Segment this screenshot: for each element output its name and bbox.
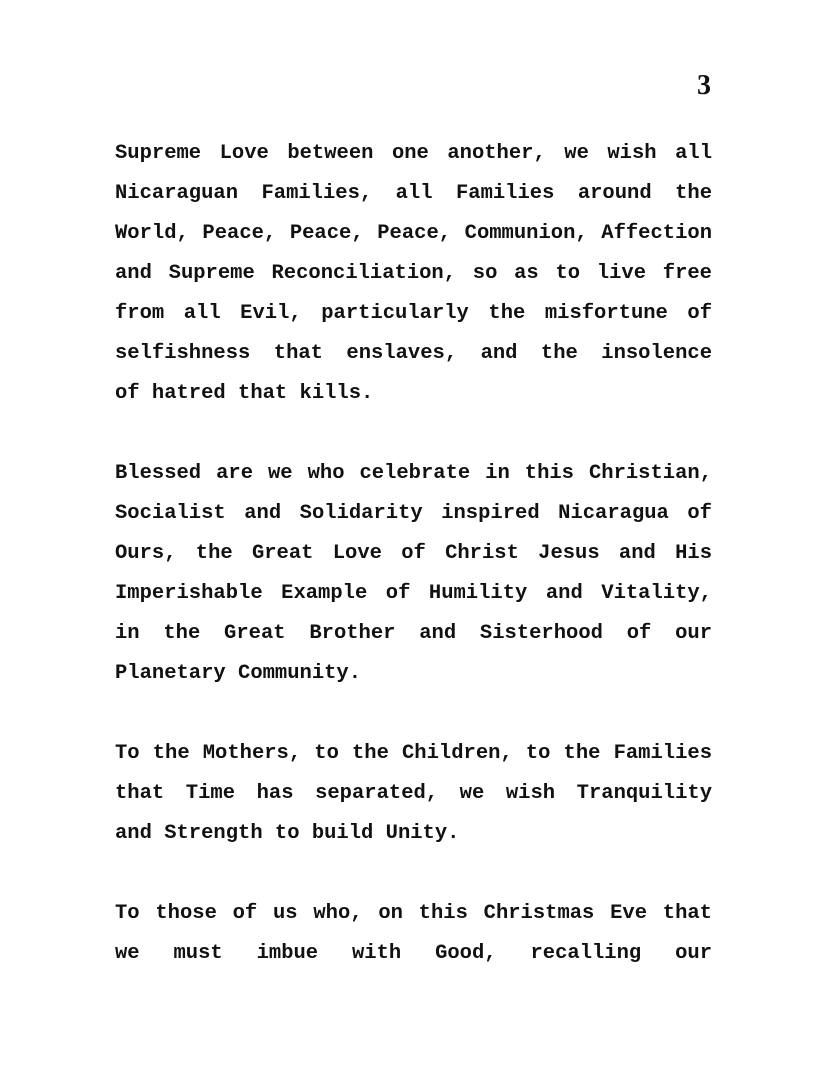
text-line: Blessed are we who celebrate in this Christian, bbox=[115, 462, 712, 485]
text-line: To the Mothers, to the Children, to the Families bbox=[115, 742, 712, 765]
text-line: Planetary Community. bbox=[115, 662, 362, 685]
text-line: Supreme Love between one another, we wish all bbox=[115, 142, 712, 165]
text-line: we must imbue with Good, recalling our bbox=[115, 942, 712, 965]
text-line: Imperishable Example of Humility and Vitality, bbox=[115, 582, 712, 605]
text-line: and Strength to build Unity. bbox=[115, 822, 460, 845]
text-line: World, Peace, Peace, Peace, Communion, Affection bbox=[115, 222, 712, 245]
text-line: from all Evil, particularly the misfortune of bbox=[115, 302, 712, 325]
paragraph bbox=[115, 734, 712, 854]
paragraph bbox=[115, 894, 712, 974]
text-line: that Time has separated, we wish Tranquility bbox=[115, 782, 712, 805]
text-line: Nicaraguan Families, all Families around the bbox=[115, 182, 712, 205]
text-line: and Supreme Reconciliation, so as to live free bbox=[115, 262, 712, 285]
paragraph bbox=[115, 454, 712, 694]
text-line: of hatred that kills. bbox=[115, 382, 374, 405]
paragraph bbox=[115, 134, 712, 414]
text-line: To those of us who, on this Christmas Eve that bbox=[115, 902, 712, 925]
page-number: 3 bbox=[697, 70, 711, 101]
text-line: selfishness that enslaves, and the insolence bbox=[115, 342, 712, 365]
document-body bbox=[115, 134, 712, 1014]
text-line: in the Great Brother and Sisterhood of our bbox=[115, 622, 712, 645]
text-line: Ours, the Great Love of Christ Jesus and His bbox=[115, 542, 712, 565]
text-line: Socialist and Solidarity inspired Nicaragua of bbox=[115, 502, 712, 525]
